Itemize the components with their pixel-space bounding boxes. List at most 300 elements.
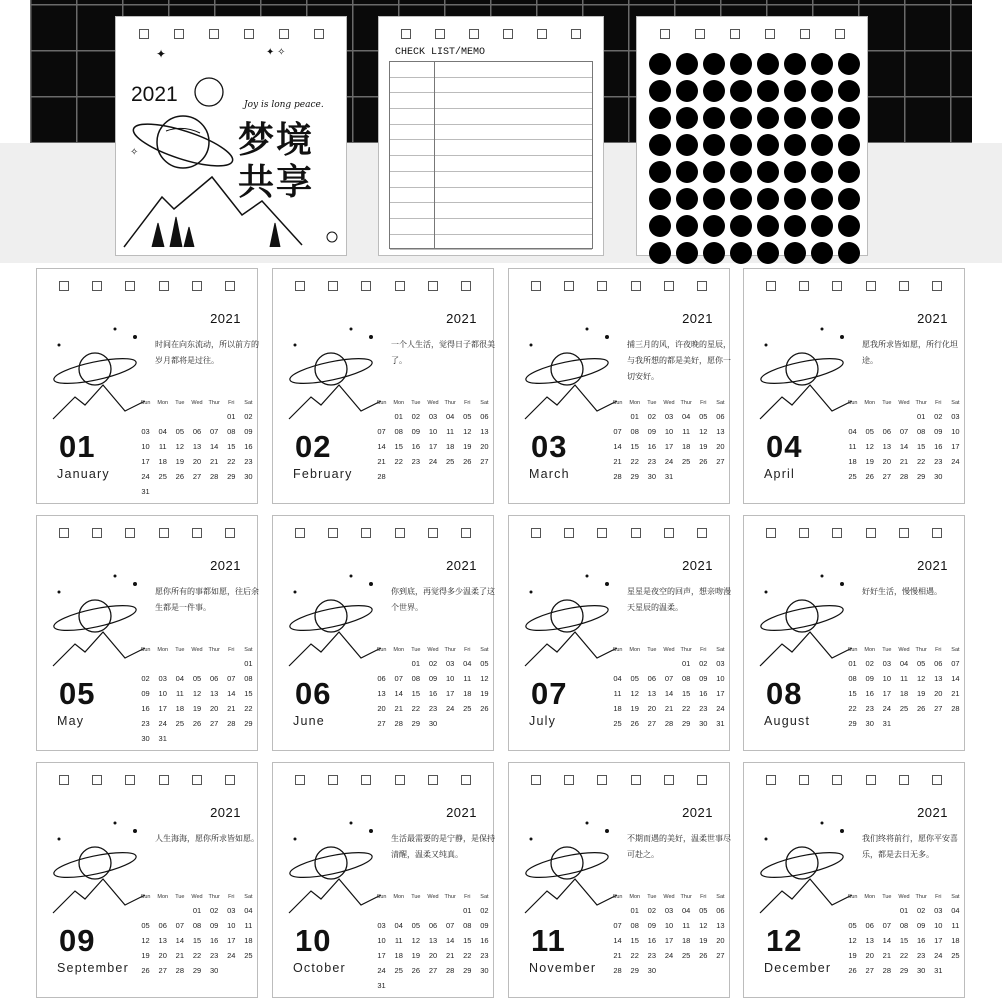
calendar-empty — [844, 409, 861, 424]
binding-holes — [744, 775, 964, 785]
weekday-header: Sun — [612, 647, 623, 653]
calendar-empty — [390, 469, 407, 484]
binding-hole — [766, 281, 776, 291]
calendar-day: 25 — [681, 951, 691, 960]
binding-hole — [664, 281, 674, 291]
calendar-day: 17 — [664, 936, 674, 945]
calendar-day: 06 — [865, 921, 874, 930]
month-card-may — [36, 515, 258, 751]
calendar-day: 06 — [192, 427, 202, 436]
weekday-header: Sat — [480, 400, 489, 406]
month-year: 2021 — [917, 805, 948, 820]
calendar-empty — [154, 409, 171, 424]
calendar-day: 17 — [716, 689, 725, 698]
weekday-header: Tue — [411, 400, 421, 406]
dot-sticker — [703, 134, 725, 156]
calendar-day: 02 — [480, 906, 489, 915]
calendar-day: 08 — [681, 674, 691, 683]
calendar-day: 03 — [158, 674, 167, 683]
calendar-day: 04 — [681, 412, 691, 421]
calendar-day: 23 — [244, 457, 253, 466]
month-name: February — [293, 467, 353, 481]
calendar-day: 14 — [394, 689, 403, 698]
calendar-empty — [206, 731, 223, 746]
binding-hole — [328, 775, 338, 785]
memo-line — [390, 219, 592, 235]
weekday-header: Sat — [951, 894, 960, 900]
calendar-day: 12 — [630, 689, 639, 698]
calendar-day: 20 — [934, 689, 943, 698]
calendar-day: 24 — [141, 472, 150, 481]
dot-sticker — [676, 215, 698, 237]
calendar-day: 18 — [445, 442, 455, 451]
weekday-header: Mon — [629, 647, 641, 653]
month-number: 03 — [531, 429, 568, 464]
calendar-day: 13 — [158, 936, 167, 945]
dot-sticker — [676, 161, 698, 183]
weekday-header: Tue — [175, 647, 185, 653]
calendar-empty — [695, 469, 712, 484]
calendar-day: 18 — [613, 704, 622, 713]
calendar-day: 16 — [209, 936, 219, 945]
calendar-day: 22 — [463, 951, 472, 960]
calendar-grid — [844, 397, 964, 484]
binding-hole — [932, 775, 942, 785]
calendar-day: 08 — [630, 921, 639, 930]
calendar-day: 24 — [882, 704, 892, 713]
calendar-day: 12 — [480, 674, 489, 683]
dot-sticker — [649, 188, 671, 210]
calendar-day: 01 — [411, 659, 421, 668]
binding-hole — [125, 775, 135, 785]
weekday-header: Mon — [864, 400, 876, 406]
dot-sticker — [730, 80, 752, 102]
calendar-day: 23 — [411, 457, 421, 466]
calendar-day: 17 — [882, 689, 892, 698]
weekday-header: Mon — [393, 647, 405, 653]
calendar-day: 26 — [630, 719, 639, 728]
binding-hole — [597, 281, 607, 291]
month-number: 05 — [59, 676, 96, 711]
weekday-header: Mon — [629, 400, 641, 406]
weekday-header: Wed — [663, 647, 675, 653]
weekday-header: Fri — [935, 400, 942, 406]
month-name: June — [293, 714, 325, 728]
month-quote: 时间在向东流动，所以前方的岁月都将是过往。 — [155, 340, 259, 365]
binding-holes — [509, 281, 729, 291]
calendar-day: 02 — [647, 412, 657, 421]
cover-tagline: Joy is long peace. — [244, 100, 324, 110]
month-card-september — [36, 762, 258, 998]
month-year: 2021 — [446, 805, 477, 820]
weekday-header: Sun — [140, 400, 151, 406]
calendar-empty — [442, 716, 459, 731]
calendar-empty — [861, 903, 878, 918]
star-icon: ✦ — [156, 47, 167, 61]
calendar-day: 08 — [227, 427, 236, 436]
binding-holes — [37, 775, 257, 785]
calendar-day: 20 — [377, 704, 386, 713]
calendar-day: 08 — [916, 427, 926, 436]
memo-line — [390, 156, 592, 172]
binding-hole — [428, 775, 438, 785]
memo-line — [390, 172, 592, 188]
binding-hole — [537, 29, 547, 39]
calendar-day: 19 — [480, 689, 489, 698]
calendar-day: 13 — [647, 689, 657, 698]
calendar-empty — [223, 963, 240, 978]
calendar-day: 15 — [227, 442, 236, 451]
calendar-day: 27 — [865, 966, 874, 975]
memo-line — [390, 109, 592, 125]
dot-sticker — [649, 53, 671, 75]
calendar-day: 12 — [411, 936, 421, 945]
binding-hole — [461, 528, 471, 538]
month-number: 02 — [295, 429, 332, 464]
calendar-day: 09 — [916, 921, 926, 930]
binding-hole — [503, 29, 513, 39]
calendar-empty — [390, 656, 407, 671]
month-number: 04 — [766, 429, 803, 464]
weekday-header: Mon — [157, 647, 169, 653]
calendar-day: 10 — [716, 674, 725, 683]
month-name: August — [764, 714, 811, 728]
calendar-day: 16 — [934, 442, 943, 451]
calendar-day: 22 — [681, 704, 691, 713]
weekday-header: Sat — [716, 894, 725, 900]
month-card-july — [508, 515, 730, 751]
calendar-day: 04 — [951, 906, 960, 915]
calendar-day: 16 — [865, 689, 874, 698]
calendar-day: 29 — [463, 966, 472, 975]
calendar-day: 15 — [916, 442, 926, 451]
dot-sticker — [757, 53, 779, 75]
calendar-day: 18 — [463, 689, 472, 698]
calendar-day: 30 — [699, 719, 708, 728]
calendar-day: 21 — [377, 457, 386, 466]
calendar-day: 28 — [613, 966, 622, 975]
memo-card — [378, 16, 604, 256]
calendar-empty — [947, 963, 964, 978]
month-card-march — [508, 268, 730, 504]
weekday-header: Thur — [208, 400, 220, 406]
calendar-day: 14 — [951, 674, 960, 683]
calendar-day: 23 — [934, 457, 943, 466]
calendar-day: 18 — [681, 442, 691, 451]
calendar-day: 03 — [227, 906, 236, 915]
binding-hole — [631, 775, 641, 785]
calendar-day: 28 — [209, 472, 219, 481]
calendar-day: 19 — [411, 951, 421, 960]
weekday-header: Thur — [915, 894, 927, 900]
calendar-grid — [373, 397, 493, 484]
month-quote: 愿你所有的事都如愿，往后余生都是一件事。 — [155, 587, 259, 612]
dot-sticker — [838, 215, 860, 237]
binding-hole — [597, 528, 607, 538]
weekday-header: Mon — [157, 400, 169, 406]
calendar-day: 27 — [934, 704, 943, 713]
calendar-day: 20 — [428, 951, 438, 960]
binding-hole — [799, 281, 809, 291]
calendar-day: 30 — [647, 966, 657, 975]
month-number: 10 — [295, 923, 332, 958]
calendar-day: 11 — [682, 921, 691, 930]
dot-sticker — [649, 215, 671, 237]
calendar-day: 14 — [175, 936, 185, 945]
calendar-day: 12 — [916, 674, 926, 683]
calendar-day: 08 — [192, 921, 202, 930]
month-number: 07 — [531, 676, 568, 711]
weekday-header: Tue — [175, 894, 185, 900]
calendar-day: 12 — [699, 921, 708, 930]
calendar-day: 14 — [209, 442, 219, 451]
dot-sticker — [730, 107, 752, 129]
binding-hole — [361, 528, 371, 538]
calendar-day: 22 — [227, 457, 236, 466]
calendar-day: 04 — [613, 674, 622, 683]
calendar-day: 02 — [916, 906, 926, 915]
binding-holes — [273, 528, 493, 538]
binding-hole — [765, 29, 775, 39]
binding-hole — [125, 528, 135, 538]
calendar-day: 19 — [630, 704, 639, 713]
calendar-day: 09 — [934, 427, 943, 436]
calendar-day: 19 — [848, 951, 857, 960]
month-quote: 不期而遇的美好，温柔世事尽可赴之。 — [627, 834, 731, 859]
binding-hole — [766, 528, 776, 538]
calendar-day: 08 — [244, 674, 253, 683]
month-number: 11 — [531, 923, 566, 958]
calendar-day: 06 — [934, 659, 943, 668]
calendar-day: 17 — [377, 951, 386, 960]
calendar-day: 30 — [244, 472, 253, 481]
month-card-january — [36, 268, 258, 504]
calendar-day: 13 — [428, 936, 438, 945]
calendar-day: 13 — [209, 689, 219, 698]
calendar-day: 23 — [141, 719, 150, 728]
calendar-day: 24 — [227, 951, 236, 960]
calendar-day: 10 — [951, 427, 960, 436]
calendar-day: 23 — [480, 951, 489, 960]
calendar-empty — [137, 409, 154, 424]
calendar-day: 04 — [158, 427, 167, 436]
calendar-day: 23 — [428, 704, 438, 713]
weekday-header: Sun — [140, 894, 151, 900]
dot-sticker — [838, 242, 860, 264]
binding-hole — [564, 281, 574, 291]
calendar-empty — [223, 731, 240, 746]
calendar-day: 10 — [664, 427, 674, 436]
calendar-day: 20 — [192, 457, 202, 466]
calendar-day: 04 — [463, 659, 472, 668]
binding-holes — [744, 281, 964, 291]
binding-hole — [695, 29, 705, 39]
calendar-day: 16 — [411, 442, 421, 451]
calendar-day: 11 — [682, 427, 691, 436]
binding-hole — [866, 775, 876, 785]
calendar-day: 21 — [175, 951, 185, 960]
calendar-day: 17 — [428, 442, 438, 451]
calendar-day: 06 — [158, 921, 167, 930]
month-card-december — [743, 762, 965, 998]
calendar-day: 30 — [647, 472, 657, 481]
calendar-day: 11 — [446, 427, 455, 436]
weekday-header: Tue — [647, 400, 657, 406]
calendar-day: 31 — [377, 981, 386, 990]
month-card-august — [743, 515, 965, 751]
calendar-empty — [154, 656, 171, 671]
cover-title: 梦境共享 — [238, 120, 315, 203]
binding-hole — [664, 528, 674, 538]
calendar-day: 31 — [141, 487, 150, 496]
month-card-june — [272, 515, 494, 751]
calendar-day: 17 — [934, 936, 943, 945]
calendar-day: 15 — [630, 442, 639, 451]
calendar-day: 11 — [244, 921, 253, 930]
dot-sticker — [757, 161, 779, 183]
calendar-day: 11 — [175, 689, 184, 698]
calendar-day: 26 — [175, 472, 185, 481]
calendar-day: 17 — [951, 442, 960, 451]
month-year: 2021 — [682, 558, 713, 573]
calendar-day: 18 — [158, 457, 167, 466]
dot-sticker — [649, 242, 671, 264]
binding-hole — [395, 281, 405, 291]
dot-sticker — [811, 188, 833, 210]
mountains-icon — [122, 167, 342, 251]
calendar-day: 15 — [848, 689, 857, 698]
calendar-day: 15 — [681, 689, 691, 698]
binding-hole — [899, 775, 909, 785]
binding-hole — [192, 281, 202, 291]
calendar-empty — [913, 716, 930, 731]
calendar-day: 27 — [158, 966, 167, 975]
calendar-day: 07 — [209, 427, 219, 436]
binding-holes — [509, 775, 729, 785]
dot-sticker — [703, 107, 725, 129]
calendar-empty — [424, 903, 441, 918]
calendar-day: 17 — [227, 936, 236, 945]
calendar-day: 22 — [630, 457, 639, 466]
calendar-empty — [609, 656, 626, 671]
calendar-empty — [609, 903, 626, 918]
calendar-day: 03 — [664, 412, 674, 421]
calendar-day: 20 — [209, 704, 219, 713]
calendar-day: 22 — [394, 457, 403, 466]
binding-hole — [139, 29, 149, 39]
dot-sticker — [811, 80, 833, 102]
calendar-day: 14 — [882, 936, 892, 945]
calendar-day: 12 — [141, 936, 150, 945]
calendar-day: 01 — [848, 659, 857, 668]
calendar-empty — [442, 903, 459, 918]
calendar-day: 13 — [716, 921, 725, 930]
calendar-day: 27 — [647, 719, 657, 728]
calendar-empty — [373, 409, 390, 424]
weekday-header: Sun — [376, 894, 387, 900]
binding-hole — [800, 29, 810, 39]
memo-line — [390, 78, 592, 94]
calendar-empty — [240, 484, 257, 499]
binding-hole — [244, 29, 254, 39]
sticker-card — [636, 16, 868, 256]
calendar-day: 27 — [882, 472, 892, 481]
dot-sticker — [676, 107, 698, 129]
binding-hole — [866, 281, 876, 291]
calendar-day: 07 — [664, 674, 674, 683]
calendar-day: 26 — [141, 966, 150, 975]
month-year: 2021 — [446, 311, 477, 326]
weekday-header: Wed — [427, 400, 439, 406]
binding-hole — [697, 281, 707, 291]
calendar-day: 21 — [209, 457, 219, 466]
calendar-day: 18 — [394, 951, 403, 960]
binding-hole — [730, 29, 740, 39]
calendar-day: 02 — [934, 412, 943, 421]
calendar-day: 06 — [377, 674, 386, 683]
dot-sticker — [838, 107, 860, 129]
calendar-day: 07 — [445, 921, 455, 930]
calendar-day: 28 — [227, 719, 236, 728]
month-name: April — [764, 467, 796, 481]
calendar-empty — [407, 469, 424, 484]
calendar-day: 02 — [141, 674, 150, 683]
calendar-day: 20 — [647, 704, 657, 713]
calendar-day: 28 — [613, 472, 622, 481]
calendar-empty — [390, 903, 407, 918]
calendar-day: 17 — [158, 704, 167, 713]
calendar-empty — [878, 903, 895, 918]
memo-line — [390, 188, 592, 204]
calendar-day: 10 — [158, 689, 167, 698]
binding-hole — [631, 528, 641, 538]
calendar-day: 14 — [613, 442, 622, 451]
calendar-grid — [373, 891, 493, 993]
dot-sticker — [838, 80, 860, 102]
calendar-day: 03 — [377, 921, 386, 930]
calendar-day: 26 — [463, 457, 472, 466]
month-name: January — [57, 467, 110, 481]
calendar-day: 22 — [630, 951, 639, 960]
calendar-day: 29 — [899, 966, 909, 975]
calendar-day: 06 — [716, 412, 725, 421]
dot-sticker — [703, 53, 725, 75]
calendar-day: 22 — [848, 704, 857, 713]
weekday-header: Sun — [847, 894, 858, 900]
weekday-header: Sat — [716, 400, 725, 406]
dot-sticker — [811, 134, 833, 156]
calendar-day: 15 — [630, 936, 639, 945]
calendar-grid — [844, 644, 964, 731]
binding-hole — [461, 775, 471, 785]
calendar-day: 10 — [141, 442, 150, 451]
binding-holes — [37, 281, 257, 291]
weekday-header: Sat — [480, 647, 489, 653]
calendar-day: 08 — [630, 427, 639, 436]
calendar-day: 06 — [209, 674, 219, 683]
calendar-day: 04 — [175, 674, 185, 683]
calendar-empty — [861, 409, 878, 424]
weekday-header: Sun — [612, 400, 623, 406]
calendar-empty — [206, 409, 223, 424]
calendar-day: 15 — [411, 689, 421, 698]
calendar-day: 11 — [158, 442, 167, 451]
calendar-day: 21 — [227, 704, 236, 713]
calendar-empty — [643, 656, 660, 671]
dot-sticker — [838, 134, 860, 156]
dot-sticker — [757, 242, 779, 264]
calendar-day: 12 — [175, 442, 185, 451]
